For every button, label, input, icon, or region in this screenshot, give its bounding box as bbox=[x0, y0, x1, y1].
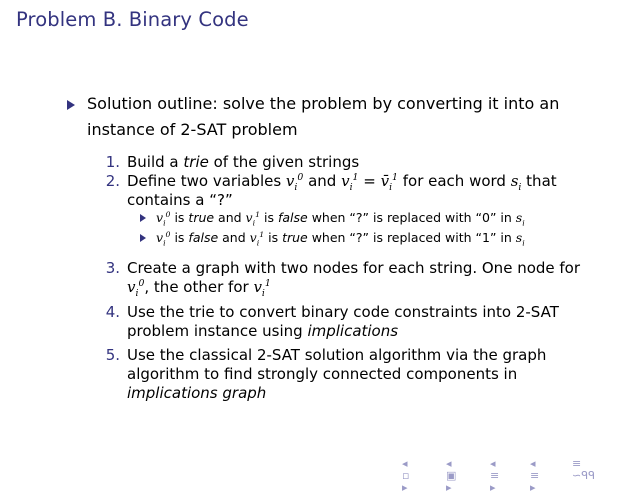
step-3-line-2: $v_i^0$, the other for $v_i^1$ bbox=[127, 278, 271, 299]
nav-search-icon[interactable]: ≡ ∽ᑫᑫ bbox=[572, 457, 596, 482]
nav-last-icon[interactable]: ◂ ≡ ▸ bbox=[530, 457, 540, 494]
step-4-line-1: Use the trie to convert binary code constraints into 2-SAT bbox=[127, 303, 559, 321]
step-4-line-2: problem instance using implications bbox=[127, 322, 399, 340]
step-5-line-2: algorithm to find strongly connected components in bbox=[127, 365, 518, 383]
frame-title: Problem B. Binary Code bbox=[16, 8, 249, 31]
subitem-1: $v_i^0$ is true and $v_i^1$ is false when “?” is replaced with “0” in $s_i$ bbox=[156, 210, 525, 228]
step-2-line-2: contains a “?” bbox=[127, 191, 233, 209]
outline-line-1: Solution outline: solve the problem by converting it into an bbox=[87, 94, 560, 113]
step-number: 1. bbox=[105, 153, 120, 171]
step-5-line-3: implications graph bbox=[127, 384, 267, 402]
step-3-line-1: Create a graph with two nodes for each string. One node for bbox=[127, 259, 581, 277]
step-number: 3. bbox=[105, 259, 120, 277]
sub-bullet-triangle-icon bbox=[140, 234, 146, 242]
step-number: 2. bbox=[105, 172, 120, 190]
step-5-line-1: Use the classical 2-SAT solution algorithm via the graph bbox=[127, 346, 547, 364]
outline-line-2: instance of 2-SAT problem bbox=[87, 120, 298, 139]
nav-next-icon[interactable]: ◂ ≡ ▸ bbox=[490, 457, 500, 494]
bullet-triangle-icon bbox=[67, 100, 75, 110]
subitem-2: $v_i^0$ is false and $v_i^1$ is true when “?” is replaced with “1” in $s_i$ bbox=[156, 230, 525, 248]
step-1: Build a trie of the given strings bbox=[127, 153, 360, 171]
step-number: 5. bbox=[105, 346, 120, 364]
sub-bullet-triangle-icon bbox=[140, 214, 146, 222]
step-2-line-1: Define two variables $v_i^0$ and $v_i^1$ = $v̄_i^1$ for each word $s_i$ that bbox=[127, 172, 557, 193]
step-number: 4. bbox=[105, 303, 120, 321]
nav-first-icon[interactable]: ◂ ▫ ▸ bbox=[402, 457, 410, 494]
nav-prev-icon[interactable]: ◂ ▣ ▸ bbox=[446, 457, 457, 494]
